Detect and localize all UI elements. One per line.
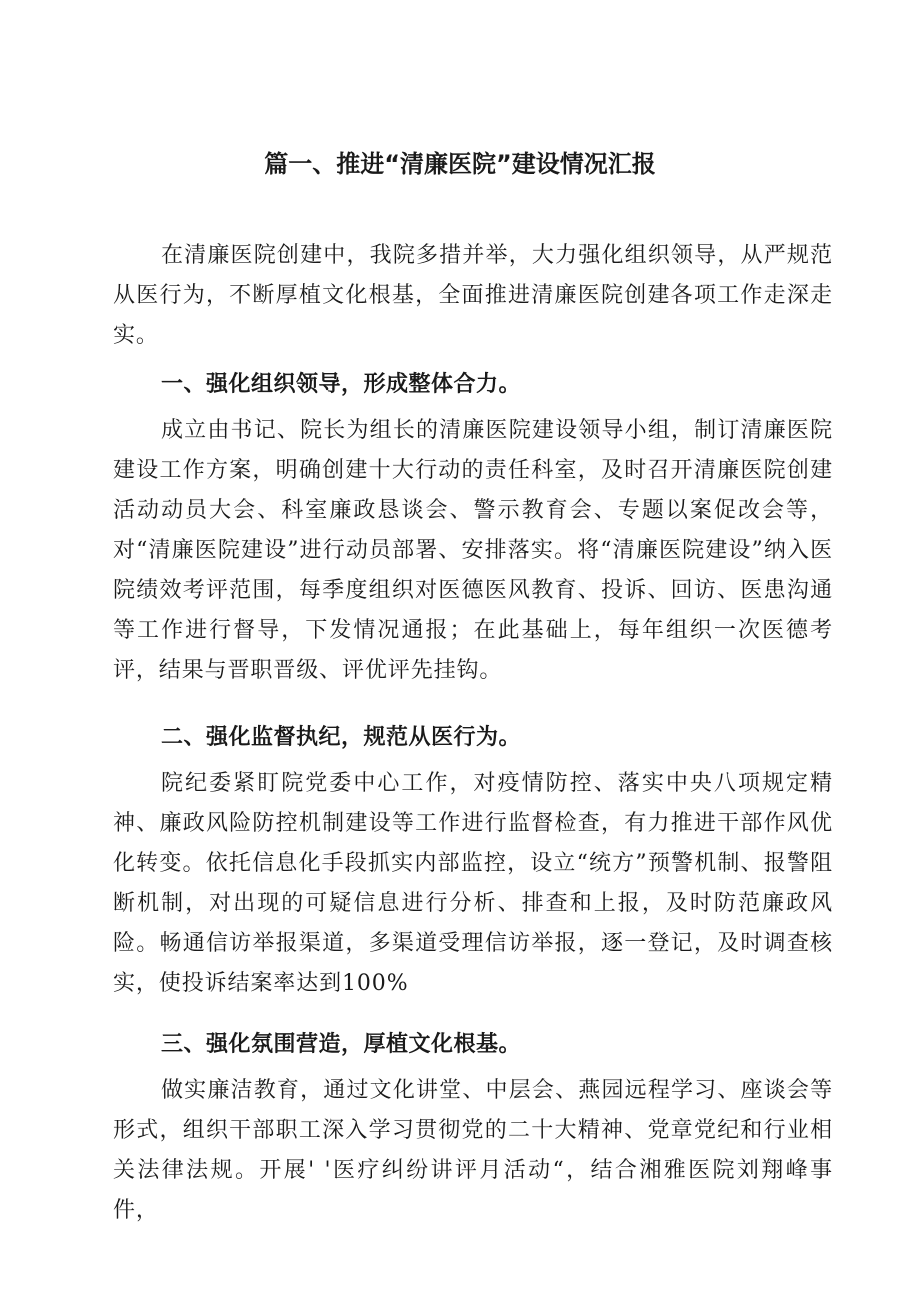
section-heading: 一、强化组织领导，形成整体合力。 xyxy=(161,372,522,397)
section-2 xyxy=(113,718,833,1004)
section-1 xyxy=(113,365,833,691)
section-paragraph: 成立由书记、院长为组长的清廉医院建设领导小组，制订清廉医院建设工作方案，明确创建十大行动的责任科室，及时召开清廉医院创建活动动员大会、科室廉政恳谈会、警示教育会、专题以案促改会等，对“清廉医院建设”进行动员部署、安排落实。将“清廉医院建设”纳入医院绩效考评范围，每季度组织对医德医风教育、投诉、回访、医患沟通等工作进行督导，下发情况通报；在此基础上，每年组织一次医德考评，结果与晋职晋级、评优评先挂钩。 xyxy=(113,418,833,683)
intro-block xyxy=(113,236,833,356)
section-paragraph: 做实廉洁教育，通过文化讲堂、中层会、燕园远程学习、座谈会等形式，组织干部职工深入学习贯彻党的二十大精神、党章党纪和行业相关法律法规。开展' '医疗纠纷讲评月活动“，结合湘雅医院刘翔峰事件， xyxy=(113,1078,833,1223)
section-heading: 三、强化氛围营造，厚植文化根基。 xyxy=(161,1032,522,1057)
intro-paragraph: 在清廉医院创建中，我院多措并举，大力强化组织领导，从严规范从医行为，不断厚植文化根基，全面推进清廉医院创建各项工作走深走实。 xyxy=(113,243,833,348)
section-heading: 二、强化监督执纪，规范从医行为。 xyxy=(161,725,522,750)
section-paragraph: 院纪委紧盯院党委中心工作，对疫情防控、落实中央八项规定精神、廉政风险防控机制建设等工作进行监督检查，有力推进干部作风优化转变。依托信息化手段抓实内部监控，设立“统方”预警机制、报警阻断机制，对出现的可疑信息进行分析、排查和上报，及时防范廉政风险。畅通信访举报渠道，多渠道受理信访举报，逐一登记，及时调查核实，使投诉结案率达到100% xyxy=(113,771,833,996)
section-3 xyxy=(113,1025,833,1231)
document-title: 篇一、推进“清廉医院”建设情况汇报 xyxy=(264,150,656,178)
